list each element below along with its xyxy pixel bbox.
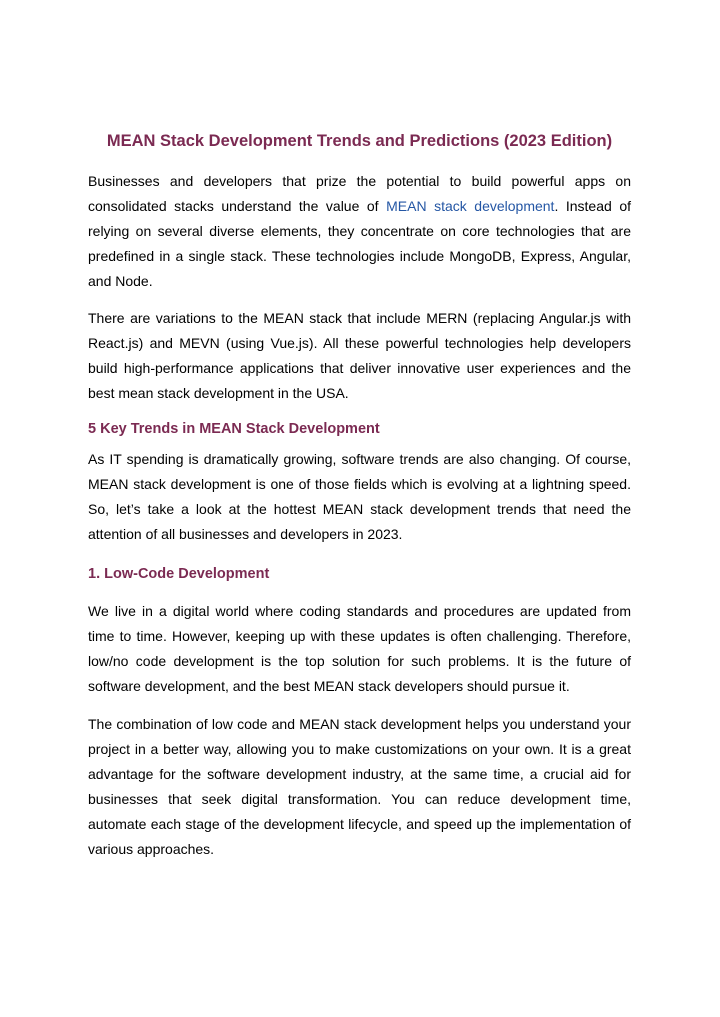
document-title: MEAN Stack Development Trends and Predictions (2023 Edition) [106,132,613,150]
low-code-paragraph-1: We live in a digital world where coding standards and procedures are updated from time to time. However, keeping up with these updates is often challenging. Therefore, low/no code development is the top solution for such problems. It is the future of software development, and the best MEAN stack developers should pursue it. [88,603,631,694]
mean-stack-development-link[interactable]: MEAN stack development [386,198,555,214]
intro-text-after-link: . Instead of relying on several diverse elements, they concentrate on core technologies that are predefined in a single stack. These technologies include MongoDB, Express, Angular, and Node. [88,198,631,289]
low-code-heading: 1. Low-Code Development [88,566,270,582]
low-code-paragraph-2: The combination of low code and MEAN stack development helps you understand your project in a better way, allowing you to make customizations on your own. It is a great advantage for the software development industry, at the same time, a crucial aid for businesses that seek digital transformation. You can reduce development time, automate each stage of the development lifecycle, and speed up the implementation of various approaches. [88,716,631,857]
trends-heading: 5 Key Trends in MEAN Stack Development [88,421,380,437]
intro-text-before-link: Businesses and developers that prize the potential to build powerful apps on consolidated stacks understand the value of [88,173,631,214]
trends-intro-paragraph: As IT spending is dramatically growing, software trends are also changing. Of course, MEAN stack development is one of those fields which is evolving at a lightning speed. So, let’s take a look at the hottest MEAN stack development trends that need the attention of all businesses and developers in 2023. [88,451,631,542]
variations-paragraph: There are variations to the MEAN stack that include MERN (replacing Angular.js with React.js) and MEVN (using Vue.js). All these powerful technologies help developers build high-performance applications that deliver innovative user experiences and the best mean stack development in the USA. [88,310,631,401]
intro-paragraph [88,169,631,294]
